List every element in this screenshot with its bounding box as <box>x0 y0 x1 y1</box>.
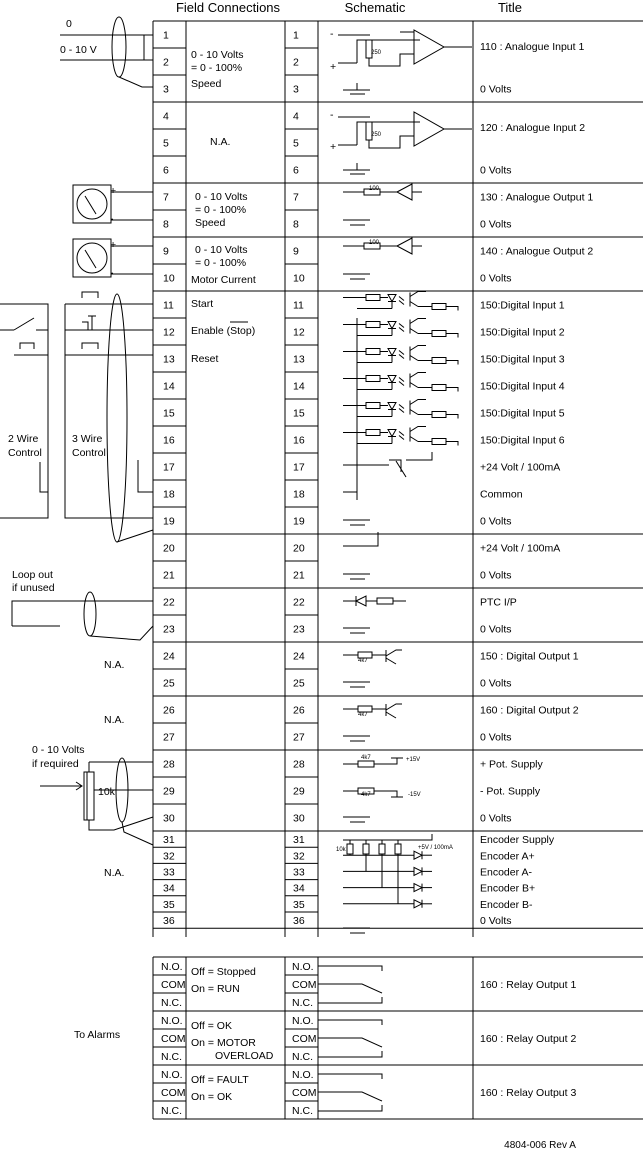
resistor-250-label: 250 <box>371 50 382 56</box>
relay-terminal-com: COM <box>292 979 317 991</box>
relay-state-off: Off = OK <box>191 1020 232 1032</box>
terminal-number-left: 21 <box>163 569 175 582</box>
resistor-4k7-label-2: 4k7 <box>358 712 368 718</box>
relay-terminal-nc: N.C. <box>161 1051 182 1063</box>
terminal-number-left: 23 <box>163 623 175 636</box>
terminal-number-right: 2 <box>293 56 299 69</box>
terminal-number-left: 16 <box>163 434 175 447</box>
terminal-title: 0 Volts <box>480 272 512 285</box>
terminal-title: 0 Volts <box>480 515 512 528</box>
resistor-100-label: 100 <box>369 186 380 192</box>
resistor-4k7-label: 4k7 <box>358 658 368 664</box>
drawing-number: 4804-006 Rev A <box>504 1140 576 1151</box>
ain2-minus-sign: - <box>330 109 334 121</box>
dout1-na-label: N.A. <box>104 659 125 671</box>
plus-15v-label: +15V <box>406 757 421 763</box>
minus-15v-label: -15V <box>408 792 421 798</box>
relay-terminal-no: N.O. <box>292 961 314 973</box>
header-schematic: Schematic <box>344 0 406 15</box>
terminal-number-right: 15 <box>293 407 305 420</box>
encoder-10k-label: 10k <box>336 847 346 853</box>
terminal-number-right: 31 <box>293 834 305 847</box>
schematic-symbols <box>338 30 472 933</box>
terminal-number-right: 20 <box>293 542 305 555</box>
terminal-number-left: 32 <box>163 850 175 863</box>
terminal-number-left: 36 <box>163 915 175 928</box>
terminal-number-left: 14 <box>163 380 175 393</box>
terminal-title: Encoder A- <box>480 866 532 879</box>
resistor-100-label-2: 100 <box>369 240 380 246</box>
terminal-number-left: 4 <box>163 110 169 123</box>
terminal-number-right: 5 <box>293 137 299 150</box>
terminal-number-left: 18 <box>163 488 175 501</box>
relay-terminal-no: N.O. <box>292 1015 314 1027</box>
ain1-range-label: 0 - 10 Volts <box>191 49 244 61</box>
relay-state-on-2: OVERLOAD <box>215 1050 274 1062</box>
terminal-number-left: 1 <box>163 29 169 42</box>
terminal-number-left: 6 <box>163 164 169 177</box>
terminal-title: Encoder Supply <box>480 834 555 847</box>
header-title: Title <box>497 0 523 15</box>
encoder-na-label: N.A. <box>104 867 125 879</box>
terminal-number-left: 29 <box>163 785 175 798</box>
reset-label: Reset <box>191 353 219 365</box>
terminal-number-right: 1 <box>293 29 299 42</box>
aout2-scale-label: = 0 - 100% <box>195 257 247 269</box>
terminal-title: 0 Volts <box>480 164 512 177</box>
terminal-title: Encoder B- <box>480 898 533 911</box>
terminal-number-right: 35 <box>293 898 305 911</box>
terminal-title: 0 Volts <box>480 218 512 231</box>
terminal-number-left: 5 <box>163 137 169 150</box>
terminal-number-left: 2 <box>163 56 169 69</box>
terminal-title: + Pot. Supply <box>480 758 543 771</box>
relay-terminal-nc: N.C. <box>292 1105 313 1117</box>
terminal-number-right: 25 <box>293 677 305 690</box>
meter2-minus: - <box>110 267 114 279</box>
terminal-number-left: 17 <box>163 461 175 474</box>
relay-terminal-com: COM <box>292 1087 317 1099</box>
terminal-number-right: 28 <box>293 758 305 771</box>
pot-required-label: if required <box>32 758 79 770</box>
terminal-title: 0 Volts <box>480 812 512 825</box>
terminal-number-right: 36 <box>293 915 305 928</box>
terminal-title: 150:Digital Input 2 <box>480 326 565 339</box>
terminal-number-right: 19 <box>293 515 305 528</box>
terminal-number-left: 3 <box>163 83 169 96</box>
terminal-number-left: 12 <box>163 326 175 339</box>
terminal-title: 160 : Digital Output 2 <box>480 704 579 717</box>
terminal-number-right: 22 <box>293 596 305 609</box>
terminal-title: Common <box>480 488 523 501</box>
terminal-title: 150:Digital Input 4 <box>480 380 565 393</box>
relay-terminal-com: COM <box>161 1033 186 1045</box>
enable-label: Enable (Stop) <box>191 325 256 337</box>
relay-terminal-com: COM <box>161 979 186 991</box>
terminal-number-left: 30 <box>163 812 175 825</box>
relay-terminal-no: N.O. <box>161 1069 183 1081</box>
ain2-na-label: N.A. <box>210 136 231 148</box>
relay-terminal-nc: N.C. <box>292 997 313 1009</box>
loop-out-label: Loop out <box>12 569 53 581</box>
terminal-number-left: 35 <box>163 898 175 911</box>
terminal-title: Encoder B+ <box>480 882 536 895</box>
terminal-title: 0 Volts <box>480 915 512 928</box>
terminal-number-left: 24 <box>163 650 175 663</box>
two-wire-label-2: Control <box>8 447 42 459</box>
meter1-plus: + <box>110 185 117 197</box>
terminal-title: 120 : Analogue Input 2 <box>480 122 586 134</box>
terminal-number-right: 30 <box>293 812 305 825</box>
terminal-number-right: 10 <box>293 272 305 285</box>
terminal-number-right: 17 <box>293 461 305 474</box>
pot-supply-4k7-label: 4k7 <box>361 755 371 761</box>
relay-state-off: Off = Stopped <box>191 966 256 978</box>
terminal-number-left: 27 <box>163 731 175 744</box>
terminal-number-right: 18 <box>293 488 305 501</box>
terminal-number-right: 26 <box>293 704 305 717</box>
two-wire-label: 2 Wire <box>8 433 39 445</box>
relay-terminal-nc: N.C. <box>161 997 182 1009</box>
input-zero-label: 0 <box>66 18 72 30</box>
terminal-number-left: 19 <box>163 515 175 528</box>
terminal-number-left: 31 <box>163 834 175 847</box>
terminal-title: 0 Volts <box>480 677 512 690</box>
terminal-number-left: 26 <box>163 704 175 717</box>
relay-terminal-nc: N.C. <box>292 1051 313 1063</box>
relay-state-on: On = OK <box>191 1091 233 1103</box>
wiring-lines <box>0 17 153 845</box>
relay-terminal-no: N.O. <box>161 961 183 973</box>
relay-state-off: Off = FAULT <box>191 1074 249 1086</box>
terminal-number-right: 3 <box>293 83 299 96</box>
relay-terminal-com: COM <box>161 1087 186 1099</box>
terminal-number-left: 34 <box>163 882 175 895</box>
relay-state-on: On = RUN <box>191 983 240 995</box>
terminal-number-right: 8 <box>293 218 299 231</box>
aout2-use-label: Motor Current <box>191 274 256 286</box>
terminal-number-right: 4 <box>293 110 299 123</box>
header-field-connections: Field Connections <box>175 0 281 15</box>
aout1-use-label: Speed <box>195 217 226 229</box>
meter2-plus: + <box>110 239 117 251</box>
relay-state-on: On = MOTOR <box>191 1037 256 1049</box>
terminal-title: 150:Digital Input 5 <box>480 407 565 420</box>
terminal-title: 150 : Digital Output 1 <box>480 650 579 663</box>
terminal-number-left: 25 <box>163 677 175 690</box>
terminal-title: - Pot. Supply <box>480 785 541 798</box>
relay-title: 160 : Relay Output 3 <box>480 1087 577 1099</box>
terminal-title: 150:Digital Input 1 <box>480 299 565 312</box>
terminal-titles <box>480 41 593 927</box>
terminal-title: 150:Digital Input 3 <box>480 353 565 366</box>
pot-range-label: 0 - 10 Volts <box>32 744 85 756</box>
terminal-number-right: 21 <box>293 569 305 582</box>
terminal-title: 110 : Analogue Input 1 <box>480 41 585 53</box>
terminal-number-left: 9 <box>163 245 169 258</box>
terminal-title: 0 Volts <box>480 731 512 744</box>
ain2-plus-sign: + <box>330 141 337 153</box>
terminal-number-right: 6 <box>293 164 299 177</box>
relay-title: 160 : Relay Output 2 <box>480 1033 577 1045</box>
terminal-number-left: 8 <box>163 218 169 231</box>
relay-title: 160 : Relay Output 1 <box>480 979 577 991</box>
terminal-number-right: 27 <box>293 731 305 744</box>
terminal-number-right: 33 <box>293 866 305 879</box>
relay-terminal-no: N.O. <box>292 1069 314 1081</box>
pot-value-label: 10k <box>98 786 115 798</box>
terminal-number-right: 11 <box>293 299 304 312</box>
terminal-title: 0 Volts <box>480 623 512 636</box>
relay-terminal-nc: N.C. <box>161 1105 182 1117</box>
terminal-number-left: 20 <box>163 542 175 555</box>
aout1-range-label: 0 - 10 Volts <box>195 191 248 203</box>
encoder-supply-label: +5V / 100mA <box>418 845 453 851</box>
terminal-title: 150:Digital Input 6 <box>480 434 565 447</box>
terminal-number-right: 24 <box>293 650 305 663</box>
to-alarms-label: To Alarms <box>74 1029 121 1041</box>
ain1-scale-label: = 0 - 100% <box>191 62 243 74</box>
terminal-number-right: 9 <box>293 245 299 258</box>
ain1-plus-sign: + <box>330 61 337 73</box>
terminal-number-right: 14 <box>293 380 305 393</box>
terminal-number-right: 13 <box>293 353 305 366</box>
relay-terminal-no: N.O. <box>161 1015 183 1027</box>
terminal-number-right: 32 <box>293 850 305 863</box>
terminal-title: 0 Volts <box>480 83 512 96</box>
terminal-title: Encoder A+ <box>480 850 535 863</box>
terminal-number-left: 7 <box>163 191 169 204</box>
terminal-title: 0 Volts <box>480 569 512 582</box>
ain1-minus-sign: - <box>330 28 334 40</box>
terminal-title: +24 Volt / 100mA <box>480 542 561 555</box>
terminal-number-left: 10 <box>163 272 175 285</box>
terminal-number-right: 12 <box>293 326 305 339</box>
loop-out-label-2: if unused <box>12 582 55 594</box>
three-wire-label: 3 Wire <box>72 433 103 445</box>
relay-terminal-com: COM <box>292 1033 317 1045</box>
dout2-na-label: N.A. <box>104 714 125 726</box>
input-range-label: 0 - 10 V <box>60 44 97 56</box>
terminal-number-right: 7 <box>293 191 299 204</box>
terminal-number-left: 28 <box>163 758 175 771</box>
terminal-number-right: 23 <box>293 623 305 636</box>
neg-supply-4k7-label: 4k7 <box>361 792 371 798</box>
terminal-number-right: 29 <box>293 785 305 798</box>
terminal-title: +24 Volt / 100mA <box>480 461 561 474</box>
terminal-title: 130 : Analogue Output 1 <box>480 191 594 204</box>
terminal-number-right: 16 <box>293 434 305 447</box>
terminal-numbers <box>163 30 305 928</box>
terminal-title: 140 : Analogue Output 2 <box>480 245 594 258</box>
terminal-number-left: 11 <box>163 299 174 312</box>
start-label: Start <box>191 298 214 310</box>
terminal-number-right: 34 <box>293 882 305 895</box>
terminal-table <box>153 21 643 937</box>
aout2-range-label: 0 - 10 Volts <box>195 244 248 256</box>
aout1-scale-label: = 0 - 100% <box>195 204 247 216</box>
relay-section <box>153 957 643 1119</box>
terminal-number-left: 33 <box>163 866 175 879</box>
terminal-title: PTC I/P <box>480 596 517 609</box>
terminal-number-left: 13 <box>163 353 175 366</box>
ain1-use-label: Speed <box>191 78 222 90</box>
meter1-minus: - <box>110 213 114 225</box>
terminal-number-left: 15 <box>163 407 175 420</box>
terminal-number-left: 22 <box>163 596 175 609</box>
resistor-250-label-2: 250 <box>371 132 382 138</box>
three-wire-label-2: Control <box>72 447 106 459</box>
